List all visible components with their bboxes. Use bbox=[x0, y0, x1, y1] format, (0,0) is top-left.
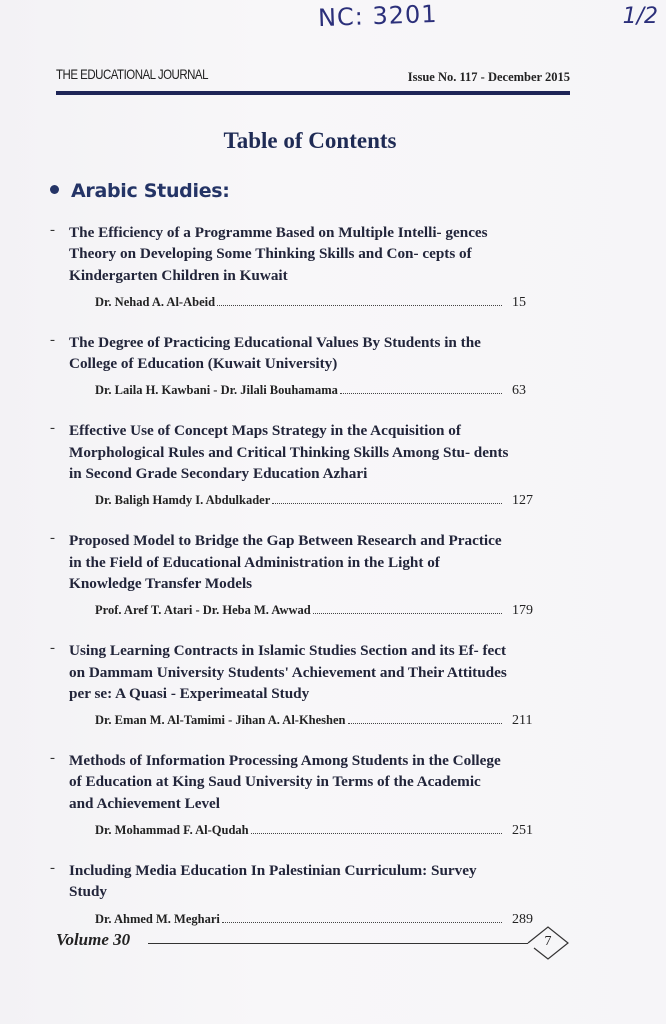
bullet-icon bbox=[50, 185, 59, 194]
entry-title: Including Media Education In Palestinian Curriculum: Survey Study bbox=[69, 862, 477, 901]
entry-authors-row bbox=[95, 493, 540, 509]
page-footer bbox=[56, 926, 576, 960]
toc-entry bbox=[50, 530, 540, 619]
dot-leader bbox=[251, 825, 502, 834]
entry-page: 63 bbox=[512, 383, 526, 399]
entry-title: Effective Use of Concept Maps Strategy in the Acquisition of Morphological Rules and Critical Thinking Skills Among Stu- dents in Second Grade Secondary Education Azhari bbox=[69, 422, 509, 483]
entry-page: 179 bbox=[512, 603, 533, 619]
entry-page: 15 bbox=[512, 294, 526, 310]
section-label: Arabic Studies: bbox=[71, 180, 230, 202]
entry-authors: Dr. Nehad A. Al-Abeid bbox=[95, 294, 216, 309]
dot-leader bbox=[313, 605, 502, 614]
entry-page: 211 bbox=[512, 713, 533, 729]
dot-leader bbox=[340, 385, 502, 394]
toc-entry bbox=[50, 222, 540, 311]
entry-title: Proposed Model to Bridge the Gap Between Research and Practice in the Field of Educational Administration in the Light of Knowledge Transfer Models bbox=[69, 532, 502, 592]
toc-entry bbox=[50, 420, 540, 509]
entry-title: Methods of Information Processing Among Students in the College of Education at King Saud University in Terms of the Academic and Achievement Level bbox=[69, 752, 501, 812]
entry-title: The Degree of Practicing Educational Values By Students in the College of Education (Kuwait University) bbox=[69, 333, 481, 373]
handwritten-code: NC: 3201 bbox=[317, 0, 438, 33]
journal-name: THE EDUCATIONAL JOURNAL bbox=[56, 66, 208, 82]
entry-page: 289 bbox=[512, 911, 533, 927]
section-heading bbox=[50, 180, 230, 202]
header-rule bbox=[56, 91, 570, 95]
entry-page: 251 bbox=[512, 823, 533, 839]
handwritten-folio: 1/2 bbox=[622, 4, 658, 29]
entry-dash: - bbox=[50, 530, 55, 547]
entry-authors-row bbox=[95, 713, 540, 729]
entry-authors: Dr. Baligh Hamdy I. Abdulkader bbox=[95, 493, 271, 508]
entry-dash: - bbox=[50, 420, 55, 437]
entry-dash: - bbox=[50, 750, 55, 767]
toc-entry bbox=[50, 332, 540, 400]
issue-info: Issue No. 117 - December 2015 bbox=[407, 70, 570, 84]
entry-authors: Dr. Laila H. Kawbani - Dr. Jilali Bouhamama bbox=[95, 383, 338, 398]
entry-authors: Dr. Eman M. Al-Tamimi - Jihan A. Al-Kheshen bbox=[95, 713, 346, 728]
volume-label: Volume 30 bbox=[56, 930, 131, 949]
toc-entries bbox=[50, 222, 540, 949]
dot-leader bbox=[222, 914, 502, 923]
toc-entry bbox=[50, 640, 540, 729]
running-header bbox=[56, 66, 570, 90]
toc-entry bbox=[50, 750, 540, 839]
entry-authors: Dr. Mohammad F. Al-Qudah bbox=[95, 823, 249, 838]
toc-entry bbox=[50, 860, 540, 928]
dot-leader bbox=[217, 297, 502, 306]
entry-dash: - bbox=[50, 331, 55, 348]
entry-title: The Efficiency of a Programme Based on Multiple Intelli- gences Theory on Developing Some Thinking Skills and Con- cepts of Kindergarten Children in Kuwait bbox=[69, 224, 488, 284]
entry-authors: Dr. Ahmed M. Meghari bbox=[95, 911, 220, 926]
page-number-badge bbox=[526, 926, 570, 960]
entry-dash: - bbox=[50, 222, 55, 238]
footer-rule bbox=[148, 943, 528, 944]
entry-authors-row bbox=[95, 295, 540, 311]
dot-leader bbox=[272, 495, 502, 504]
entry-authors: Prof. Aref T. Atari - Dr. Heba M. Awwad bbox=[95, 603, 311, 618]
dot-leader bbox=[348, 715, 502, 724]
entry-authors-row bbox=[95, 383, 540, 399]
entry-authors-row bbox=[95, 603, 540, 619]
page-title: Table of Contents bbox=[223, 128, 397, 153]
entry-dash: - bbox=[50, 860, 55, 877]
entry-title: Using Learning Contracts in Islamic Studies Section and its Ef- fect on Dammam University Students' Achievement and Their Attitudes per se: A Quasi - Experimeatal Study bbox=[69, 642, 507, 702]
page-number: 7 bbox=[544, 934, 552, 949]
entry-page: 127 bbox=[512, 493, 533, 509]
entry-authors-row bbox=[95, 823, 540, 839]
entry-dash: - bbox=[50, 640, 55, 657]
